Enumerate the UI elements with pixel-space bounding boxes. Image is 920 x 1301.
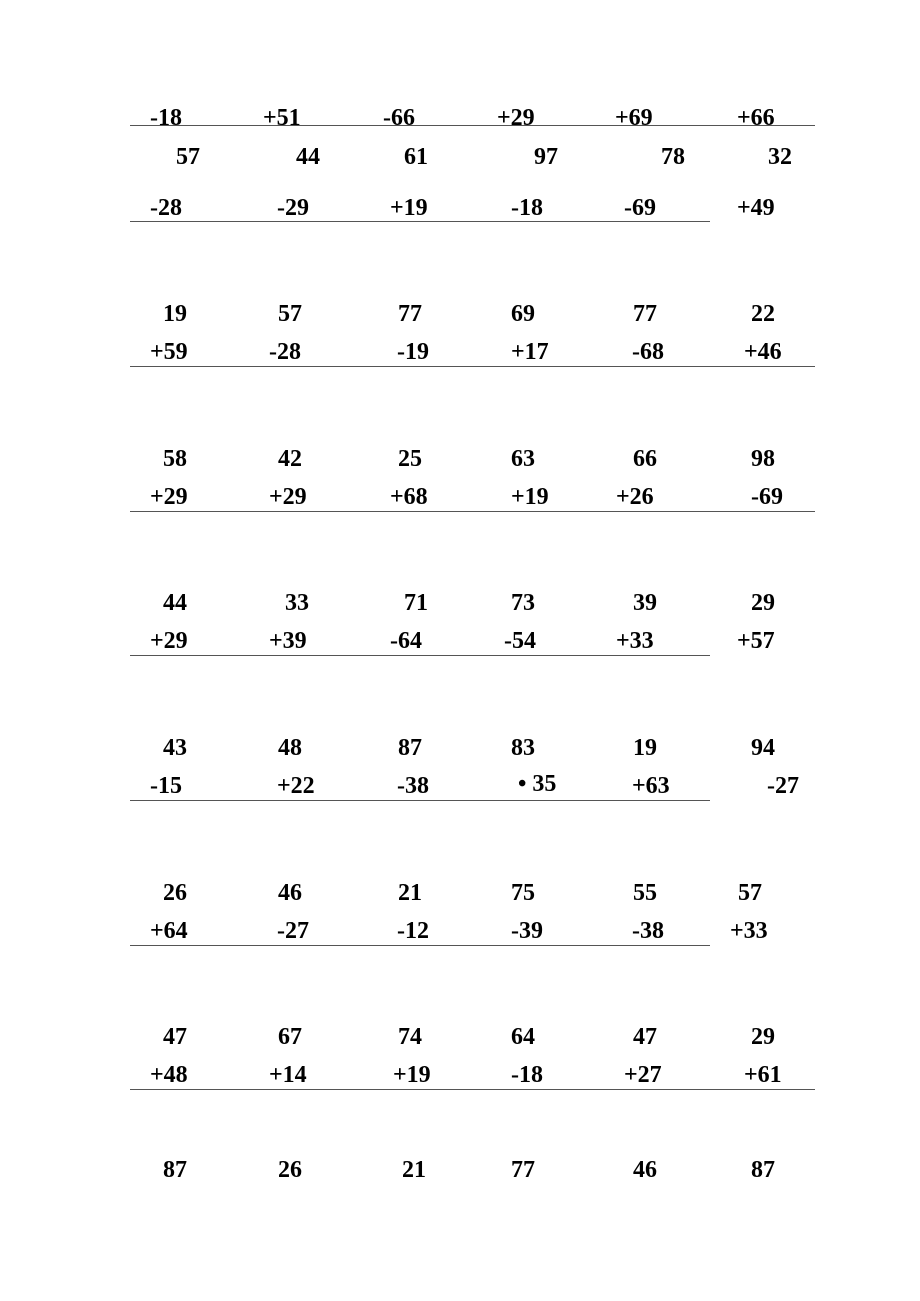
problem-top-number: 29	[751, 590, 775, 616]
problem-top-number: 55	[633, 880, 657, 906]
problem-top-number: 63	[511, 446, 535, 472]
problem-top-number: 94	[751, 735, 775, 761]
problem-operand: -27	[767, 773, 799, 799]
problem-operand: -69	[751, 484, 783, 510]
problem-top-number: 77	[398, 301, 422, 327]
problem-top-number: 87	[163, 1157, 187, 1183]
problem-top-number: 98	[751, 446, 775, 472]
problem-top-number: 57	[176, 144, 200, 170]
problem-operand: -27	[277, 918, 309, 944]
problem-top-number: 26	[278, 1157, 302, 1183]
top-row-operand-3: -66	[383, 105, 415, 131]
answer-line	[130, 1089, 815, 1090]
problem-top-number: 44	[296, 144, 320, 170]
answer-line	[130, 945, 710, 946]
problem-top-number: 44	[163, 590, 187, 616]
problem-operand: -15	[150, 773, 182, 799]
problem-top-number: 46	[278, 880, 302, 906]
problem-top-number: 83	[511, 735, 535, 761]
problem-top-number: 22	[751, 301, 775, 327]
problem-operand: +29	[150, 484, 188, 510]
problem-operand: -18	[511, 1062, 543, 1088]
top-row-operand-2: +51	[263, 105, 301, 131]
problem-top-number: 71	[404, 590, 428, 616]
problem-top-number: 57	[738, 880, 762, 906]
problem-operand: -18	[511, 195, 543, 221]
problem-operand: +68	[390, 484, 428, 510]
problem-operand: +61	[744, 1062, 782, 1088]
problem-top-number: 33	[285, 590, 309, 616]
problem-operand: +59	[150, 339, 188, 365]
problem-operand: +46	[744, 339, 782, 365]
problem-operand: +17	[511, 339, 549, 365]
problem-operand: -28	[150, 195, 182, 221]
problem-operand: -39	[511, 918, 543, 944]
problem-top-number: 32	[768, 144, 792, 170]
problem-top-number: 43	[163, 735, 187, 761]
answer-line	[130, 655, 710, 656]
problem-top-number: 77	[633, 301, 657, 327]
problem-operand: -38	[397, 773, 429, 799]
problem-operand: -29	[277, 195, 309, 221]
problem-operand: +22	[277, 773, 315, 799]
problem-operand: -69	[624, 195, 656, 221]
problem-operand: +57	[737, 628, 775, 654]
problem-operand: • 35	[518, 771, 557, 797]
problem-operand: +14	[269, 1062, 307, 1088]
problem-top-number: 73	[511, 590, 535, 616]
problem-operand: +39	[269, 628, 307, 654]
problem-operand: +63	[632, 773, 670, 799]
problem-operand: +29	[269, 484, 307, 510]
problem-top-number: 74	[398, 1024, 422, 1050]
problem-top-number: 46	[633, 1157, 657, 1183]
problem-top-number: 19	[633, 735, 657, 761]
problem-operand: +64	[150, 918, 188, 944]
problem-operand: +33	[730, 918, 768, 944]
problem-operand: -68	[632, 339, 664, 365]
problem-top-number: 57	[278, 301, 302, 327]
problem-top-number: 58	[163, 446, 187, 472]
problem-operand: +19	[511, 484, 549, 510]
answer-line	[130, 366, 815, 367]
problem-top-number: 66	[633, 446, 657, 472]
problem-top-number: 42	[278, 446, 302, 472]
problem-top-number: 39	[633, 590, 657, 616]
problem-top-number: 67	[278, 1024, 302, 1050]
problem-operand: +48	[150, 1062, 188, 1088]
problem-operand: +29	[150, 628, 188, 654]
problem-operand: +19	[390, 195, 428, 221]
problem-top-number: 29	[751, 1024, 775, 1050]
problem-operand: +19	[393, 1062, 431, 1088]
problem-top-number: 47	[163, 1024, 187, 1050]
problem-operand: +33	[616, 628, 654, 654]
top-row-operand-5: +69	[615, 105, 653, 131]
answer-line	[130, 511, 815, 512]
problem-top-number: 26	[163, 880, 187, 906]
problem-top-number: 69	[511, 301, 535, 327]
problem-operand: -19	[397, 339, 429, 365]
problem-top-number: 87	[398, 735, 422, 761]
problem-top-number: 25	[398, 446, 422, 472]
problem-top-number: 64	[511, 1024, 535, 1050]
problem-operand: -54	[504, 628, 536, 654]
problem-top-number: 48	[278, 735, 302, 761]
problem-top-number: 21	[402, 1157, 426, 1183]
problem-top-number: 75	[511, 880, 535, 906]
problem-top-number: 78	[661, 144, 685, 170]
problem-operand: -38	[632, 918, 664, 944]
problem-top-number: 77	[511, 1157, 535, 1183]
answer-line	[130, 800, 710, 801]
problem-top-number: 61	[404, 144, 428, 170]
problem-top-number: 47	[633, 1024, 657, 1050]
problem-operand: -28	[269, 339, 301, 365]
top-row-operand-6: +66	[737, 105, 775, 131]
top-row-operand-4: +29	[497, 105, 535, 131]
problem-operand: -64	[390, 628, 422, 654]
top-row-operand-1: -18	[150, 105, 182, 131]
answer-line	[130, 125, 815, 126]
problem-operand: +26	[616, 484, 654, 510]
answer-line	[130, 221, 710, 222]
problem-operand: +49	[737, 195, 775, 221]
problem-operand: -12	[397, 918, 429, 944]
problem-top-number: 21	[398, 880, 422, 906]
problem-top-number: 97	[534, 144, 558, 170]
problem-operand: +27	[624, 1062, 662, 1088]
problem-top-number: 19	[163, 301, 187, 327]
problem-top-number: 87	[751, 1157, 775, 1183]
